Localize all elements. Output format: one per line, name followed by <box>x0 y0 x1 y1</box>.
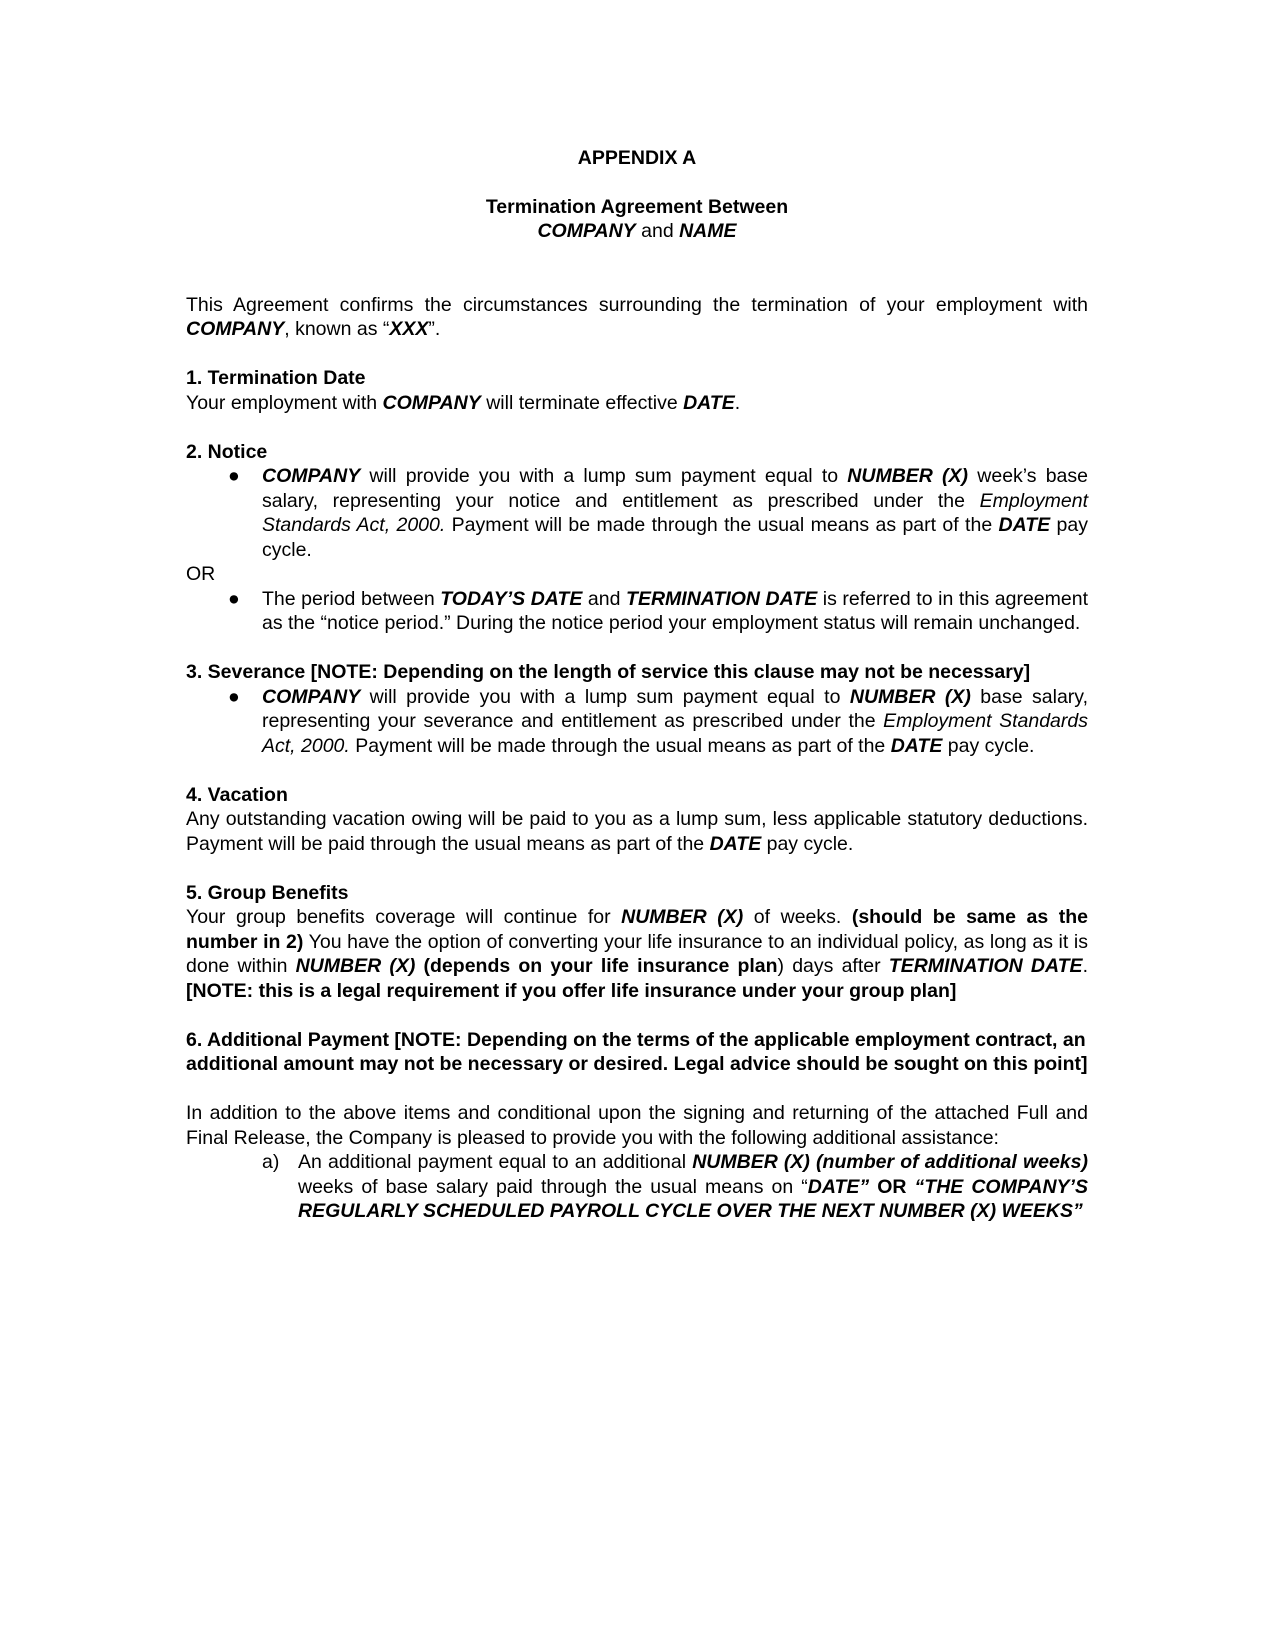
section-2-list-alt <box>186 587 1088 636</box>
list-item <box>186 464 1088 562</box>
number-placeholder: NUMBER (X) (number of additional weeks) <box>692 1151 1088 1173</box>
body-text: pay cycle. <box>942 734 1035 757</box>
name-placeholder: NAME <box>679 220 737 242</box>
section-2-heading: 2. Notice <box>186 440 268 463</box>
document-page <box>186 146 1088 1224</box>
number-placeholder: NUMBER (X) <box>847 465 969 487</box>
section-1-heading: 1. Termination Date <box>186 367 366 389</box>
note-text: (should be same as the number in 2) <box>186 906 1088 953</box>
and-text: and <box>641 220 674 242</box>
company-placeholder: COMPANY <box>262 685 361 708</box>
list-item <box>186 1150 1088 1224</box>
body-text: base salary, representing your severance and entitlement as prescribed under the <box>262 685 1089 732</box>
act-reference: Employment Standards Act, 2000. <box>262 489 1088 536</box>
company-placeholder: COMPANY <box>537 220 636 242</box>
section-6-list <box>186 1150 1088 1224</box>
bullet-icon: ● <box>228 685 240 708</box>
body-text: . <box>734 391 741 414</box>
body-text: Your employment with <box>186 391 383 414</box>
note-text: (depends on your life insurance plan <box>423 955 778 977</box>
body-text: You have the option of converting your life insurance to an individual policy, as long as it is done within <box>186 930 1088 977</box>
body-text: Payment will be made through the usual means as part of the <box>349 734 891 757</box>
or-text: OR <box>186 563 216 585</box>
body-text: of weeks. <box>743 906 852 928</box>
company-placeholder: COMPANY <box>262 465 361 487</box>
body-text: Payment will be made through the usual means as part of the <box>445 514 999 536</box>
intro-text: ”. <box>428 318 441 340</box>
section-5-body <box>186 905 1088 1003</box>
number-placeholder: NUMBER (X) <box>621 906 744 928</box>
bullet-icon: ● <box>228 465 240 487</box>
body-text: The period between <box>262 587 441 610</box>
intro-text: , known as “ <box>284 318 390 340</box>
body-text: Any outstanding vacation owing will be paid to you as a lump sum, less applicable statutory deductions. Payment will be paid through the usual means as part of the <box>186 808 1088 855</box>
date-placeholder: DATE <box>998 514 1051 536</box>
termination-date-placeholder: TERMINATION DATE <box>626 587 818 610</box>
act-reference: Employment Standards Act, 2000. <box>262 710 1088 757</box>
body-text: will provide you with a lump sum payment equal to <box>360 465 848 487</box>
payroll-cycle-placeholder: “THE COMPANY’S REGULARLY SCHEDULED PAYROLL CYCLE OVER THE NEXT NUMBER (X) WEEKS” <box>298 1175 1088 1222</box>
xxx-placeholder: XXX <box>389 318 429 340</box>
section-2-list <box>186 464 1088 562</box>
body-text: An additional payment equal to an additional <box>298 1151 693 1173</box>
agreement-title-line1: Termination Agreement Between <box>485 195 789 218</box>
number-placeholder: NUMBER (X) <box>849 685 971 708</box>
company-placeholder: COMPANY <box>186 318 285 340</box>
section-4-heading: 4. Vacation <box>186 783 288 806</box>
body-text: pay cycle. <box>262 514 1088 561</box>
body-text: will provide you with a lump sum payment equal to <box>360 685 850 708</box>
body-text: ) days after <box>777 955 889 977</box>
appendix-title: APPENDIX A <box>577 147 697 169</box>
section-5-heading: 5. Group Benefits <box>186 881 349 904</box>
body-text: weeks of base salary paid through the usual means on “ <box>298 1175 808 1198</box>
body-text: and <box>582 587 627 610</box>
company-placeholder: COMPANY <box>382 391 481 414</box>
body-text: . <box>1082 955 1088 977</box>
body-text: pay cycle. <box>761 832 854 855</box>
note-text: [NOTE: this is a legal requirement if you offer life insurance under your group plan] <box>186 979 957 1002</box>
list-marker: a) <box>262 1151 280 1173</box>
date-placeholder: DATE” <box>807 1175 870 1198</box>
section-4-body <box>186 807 1088 856</box>
list-item <box>186 685 1088 759</box>
section-3-list <box>186 685 1088 759</box>
body-text: will terminate effective <box>480 391 684 414</box>
agreement-title <box>186 195 1088 244</box>
intro-text: This Agreement confirms the circumstances surrounding the termination of your employment with <box>186 293 1088 316</box>
date-placeholder: DATE <box>709 832 762 855</box>
date-placeholder: DATE <box>890 734 943 757</box>
today-date-placeholder: TODAY’S DATE <box>440 587 583 610</box>
body-text: Your group benefits coverage will continue for <box>186 906 622 928</box>
agreement-title-line2 <box>186 219 1088 244</box>
termination-date-placeholder: TERMINATION DATE <box>888 955 1083 977</box>
body-text <box>415 955 423 977</box>
section-3-heading: 3. Severance [NOTE: Depending on the length of service this clause may not be necessary] <box>186 661 1031 683</box>
or-text: OR <box>869 1175 915 1198</box>
bullet-icon: ● <box>228 587 240 610</box>
number-placeholder: NUMBER (X) <box>295 955 416 977</box>
section-6-heading: 6. Additional Payment [NOTE: Depending on the terms of the applicable employment contract, an additional amount may not be necessary or desired. Legal advice should be sought on this point] <box>186 1028 1088 1075</box>
intro-paragraph <box>186 293 1088 342</box>
section-1-body <box>186 391 1088 416</box>
body-text: is referred to in this agreement as the “notice period.” During the notice period your employment status will remain unchanged. <box>262 587 1088 634</box>
date-placeholder: DATE <box>683 391 735 414</box>
section-6-body: In addition to the above items and conditional upon the signing and returning of the attached Full and Final Release, the Company is pleased to provide you with the following additional assistance: <box>186 1102 1088 1149</box>
list-item <box>186 587 1088 636</box>
body-text: week’s base salary, representing your notice and entitlement as prescribed under the <box>262 465 1088 512</box>
